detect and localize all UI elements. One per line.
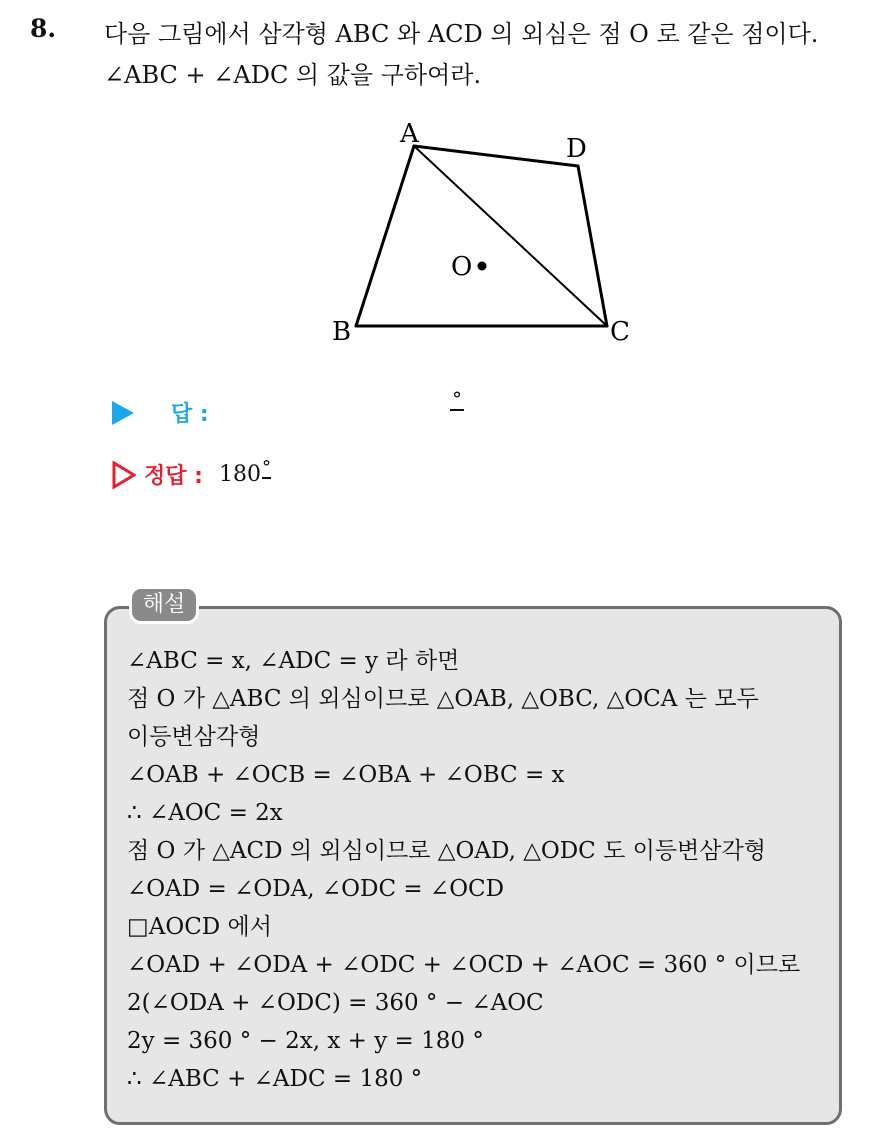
solution-line: ∠OAD + ∠ODA + ∠ODC + ∠OCD + ∠AOC = 360 ° 이므로 — [127, 952, 801, 978]
correct-value: 180 — [218, 462, 261, 487]
answer-row — [112, 387, 462, 428]
label-c: C — [610, 317, 630, 347]
answer-blank-degree[interactable]: ° — [452, 387, 462, 411]
point-o-dot — [478, 262, 487, 271]
correct-label: 정답 : — [144, 464, 203, 489]
label-a: A — [400, 119, 419, 149]
solution-line: 이등변삼각형 — [127, 724, 261, 750]
solution-line: ∠OAD = ∠ODA, ∠ODC = ∠OCD — [127, 876, 505, 902]
label-b: B — [332, 317, 352, 347]
outline-triangle-icon — [112, 461, 136, 489]
play-triangle-icon — [112, 401, 134, 425]
solution-line: 2(∠ODA + ∠ODC) = 360 ° − ∠AOC — [127, 990, 544, 1016]
solution-line: ∴ ∠AOC = 2x — [127, 800, 283, 826]
segment-da — [414, 146, 578, 166]
solution-line: □AOCD 에서 — [127, 914, 272, 940]
correct-answer-row — [112, 456, 271, 490]
question-text-line1: 다음 그림에서 삼각형 ABC 와 ACD 의 외심은 점 O 로 같은 점이다. — [104, 20, 819, 48]
solution-line: 2y = 360 ° − 2x, x + y = 180 ° — [127, 1028, 484, 1054]
solution-line: ∠ABC = x, ∠ADC = y 라 하면 — [127, 648, 460, 674]
label-d: D — [566, 134, 587, 164]
solution-line: 점 O 가 △ACD 의 외심이므로 △OAD, △ODC 도 이등변삼각형 — [127, 838, 766, 864]
geometry-figure — [0, 0, 884, 380]
label-o: O — [451, 252, 473, 282]
segment-ab — [356, 146, 414, 326]
solution-tag: 해설 — [129, 586, 199, 624]
solution-line: 점 O 가 △ABC 의 외심이므로 △OAB, △OBC, △OCA 는 모두 — [127, 686, 759, 712]
solution-line: ∴ ∠ABC + ∠ADC = 180 ° — [127, 1066, 423, 1092]
question-text-line2: ∠ABC + ∠ADC 의 값을 구하여라. — [104, 61, 482, 89]
answer-label: 답 : — [171, 402, 209, 427]
solution-text — [127, 642, 837, 1098]
correct-unit: ° — [261, 456, 271, 478]
question-number: 8. — [30, 14, 57, 43]
solution-line: ∠OAB + ∠OCB = ∠OBA + ∠OBC = x — [127, 762, 565, 788]
